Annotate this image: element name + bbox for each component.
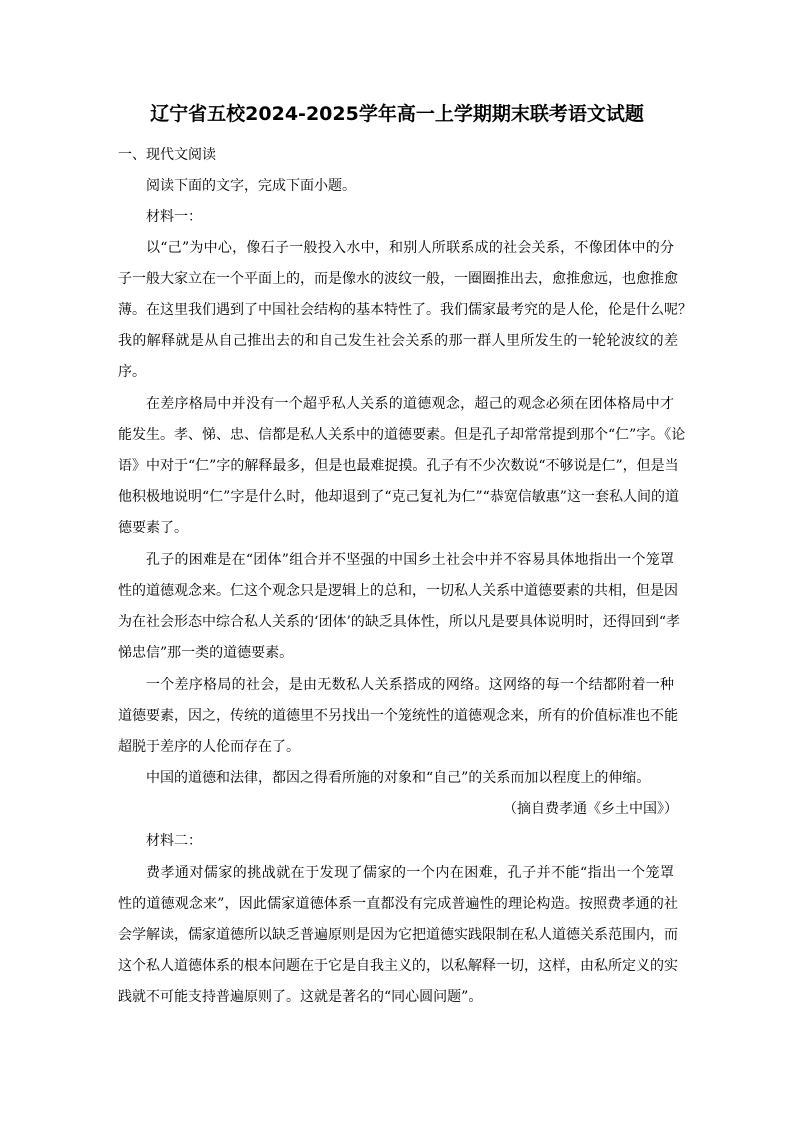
- section-heading: 一、现代文阅读: [118, 147, 216, 163]
- paragraph-line: 为在社会形态中综合私人关系的‘团体’的缺乏具体性，所以凡是要具体说明时，还得回到“孝: [118, 614, 681, 630]
- paragraph-line: 践就不可能支持普遍原则了。这就是著名的“同心圆问题”。: [118, 989, 483, 1005]
- document-title: 辽宁省五校2024-2025学年高一上学期期末联考语文试题: [150, 103, 644, 125]
- paragraph-line: 子一般大家立在一个平面上的，而是像水的波纹一般，一圈圈推出去，愈推愈远，也愈推愈: [118, 271, 678, 287]
- reading-instruction: 阅读下面的文字，完成下面小题。: [146, 178, 356, 194]
- paragraph-line: 德要素了。: [118, 520, 188, 536]
- paragraph-line: 薄。在这里我们遇到了中国社会结构的基本特性了。我们儒家最考究的是人伦，伦是什么呢？: [118, 302, 692, 318]
- paragraph-line: 性的道德观念来”，因此儒家道德体系一直都没有完成普遍性的理论构造。按照费孝通的社: [118, 896, 678, 912]
- paragraph-line: 孔子的困难是在“团体”组合并不坚强的中国乡土社会中并不容易具体地指出一个笼罩: [146, 552, 674, 568]
- paragraph-line: 费孝通对儒家的挑战就在于发现了儒家的一个内在困难，孔子并不能“指出一个笼罩: [146, 865, 674, 881]
- paragraph-line: 我的解释就是从自己推出去的和自己发生社会关系的那一群人里所发生的一轮轮波纹的差: [118, 333, 678, 349]
- paragraph-line: 超脱于差序的人伦而存在了。: [118, 739, 300, 755]
- paragraph-line: 这个私人道德体系的根本问题在于它是自我主义的，以私解释一切，这样，由私所定义的实: [118, 958, 678, 974]
- paragraph-line: 性的道德观念来。仁这个观念只是逻辑上的总和，一切私人关系中道德要素的共相，但是因: [118, 583, 678, 599]
- source-citation: （摘自费孝通《乡土中国》）: [503, 801, 678, 817]
- material-one-label: 材料一：: [146, 209, 202, 225]
- paragraph-line: 会学解读，儒家道德所以缺乏普遍原则是因为它把道德实践限制在私人道德关系范围内，而: [118, 927, 678, 943]
- paragraph-line: 一个差序格局的社会，是由无数私人关系搭成的网络。这网络的每一个结都附着一种: [146, 677, 674, 693]
- paragraph-line: 以“己”为中心，像石子一般投入水中，和别人所联系成的社会关系，不像团体中的分: [146, 240, 674, 256]
- paragraph-line: 中国的道德和法律，都因之得看所施的对象和“自己”的关系而加以程度上的伸缩。: [146, 770, 651, 786]
- paragraph-line: 悌忠信”那一类的道德要素。: [118, 645, 294, 661]
- paragraph-line: 语》中对于“仁”字的解释最多，但是也最难捉摸。孔子有不少次数说“不够说是仁”，但是当: [118, 458, 679, 474]
- paragraph-line: 道德要素，因之，传统的道德里不另找出一个笼统性的道德观念来，所有的价值标准也不能: [118, 708, 678, 724]
- material-two-label: 材料二：: [146, 833, 202, 849]
- paragraph-line: 他积极地说明“仁”字是什么时，他却退到了“克己复礼为仁”“恭宽信敏惠”这一套私人间的道: [118, 489, 679, 505]
- paragraph-line: 在差序格局中并没有一个超乎私人关系的道德观念，超己的观念必须在团体格局中才: [146, 396, 674, 412]
- paragraph-line: 能发生。孝、悌、忠、信都是私人关系中的道德要素。但是孔子却常常提到那个“仁”字。《论: [118, 427, 686, 443]
- paragraph-line: 序。: [118, 364, 146, 380]
